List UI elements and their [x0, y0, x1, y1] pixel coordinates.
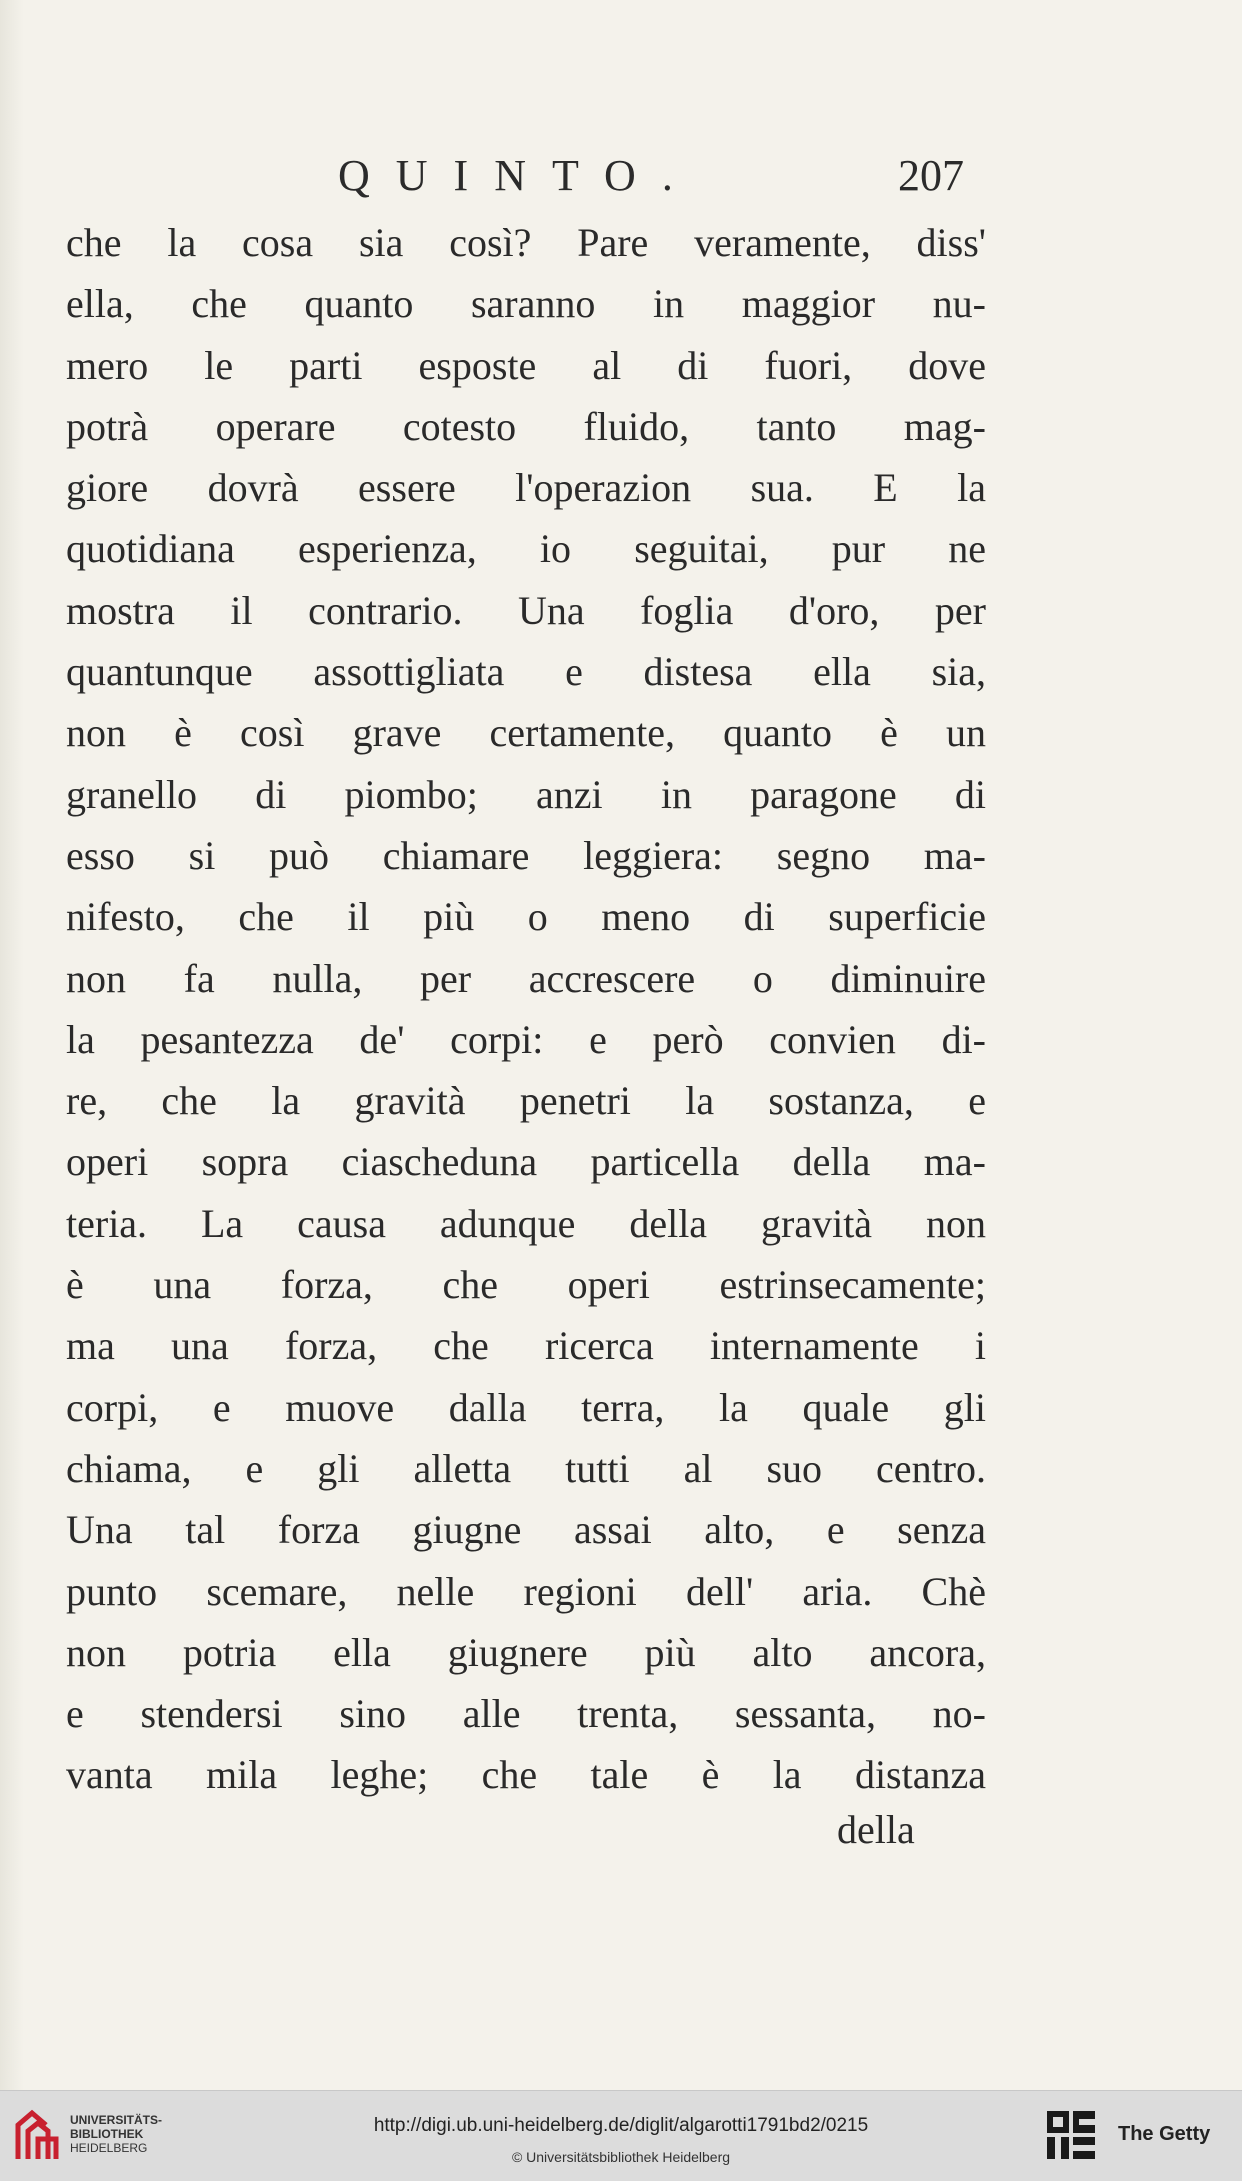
text-line: re, che la gravità penetri la sostanza, e	[66, 1078, 986, 1124]
text-line: è una forza, che operi estrinsecamente;	[66, 1262, 986, 1308]
text-line: quotidiana esperienza, io seguitai, pur ne	[66, 526, 986, 572]
library-name-line: BIBLIOTHEK	[70, 2127, 144, 2141]
text-line: non potria ella giugnere più alto ancora,	[66, 1629, 986, 1675]
permalink-url[interactable]: http://digi.ub.uni-heidelberg.de/diglit/algarotti1791bd2/0215	[373, 2115, 869, 2136]
text-line: nifesto, che il più o meno di superficie	[66, 894, 986, 940]
text-line: Una tal forza giugne assai alto, e senza	[66, 1507, 986, 1553]
text-line: granello di piombo; anzi in paragone di	[66, 771, 986, 817]
text-line: chiama, e gli alletta tutti al suo centro.	[66, 1445, 986, 1491]
getty-logo-icon[interactable]	[1045, 2109, 1097, 2165]
page-edge-shadow	[0, 0, 24, 2090]
text-line: teria. La causa adunque della gravità non	[66, 1200, 986, 1246]
page-number: 207	[898, 151, 964, 200]
text-line: ma una forza, che ricerca internamente i	[66, 1323, 986, 1369]
copyright-notice: © Universitätsbibliothek Heidelberg	[511, 2149, 731, 2165]
text-line: la pesantezza de' corpi: e però convien di-	[66, 1016, 986, 1062]
text-line: non fa nulla, per accrescere o diminuire	[66, 955, 986, 1001]
text-line: vanta mila leghe; che tale è la distanza	[66, 1752, 986, 1798]
text-line: che la cosa sia così? Pare veramente, diss'	[66, 220, 986, 265]
text-line: punto scemare, nelle regioni dell' aria. Chè	[66, 1568, 986, 1614]
text-line: non è così grave certamente, quanto è un	[66, 710, 986, 756]
text-line: ella, che quanto saranno in maggior nu-	[66, 281, 986, 327]
text-line: corpi, e muove dalla terra, la quale gli	[66, 1384, 986, 1430]
text-line: operi sopra ciascheduna particella della ma-	[66, 1139, 986, 1185]
footer-bar	[0, 2090, 1242, 2181]
text-line: mostra il contrario. Una foglia d'oro, per	[66, 587, 986, 633]
text-line: e stendersi sino alle trenta, sessanta, no-	[66, 1691, 986, 1737]
running-head	[0, 150, 1242, 210]
text-line: quantunque assottigliata e distesa ella sia,	[66, 649, 986, 695]
text-line: potrà operare cotesto fluido, tanto mag-	[66, 403, 986, 449]
catchword: della	[837, 1807, 915, 1852]
body-text	[66, 212, 986, 1806]
running-title: QUINTO.	[338, 151, 699, 200]
library-name-line: HEIDELBERG	[70, 2141, 148, 2155]
partner-name: The Getty	[1118, 2123, 1211, 2145]
text-line: mero le parti esposte al di fuori, dove	[66, 342, 986, 388]
library-name-line: UNIVERSITÄTS-	[70, 2113, 163, 2127]
text-line: esso si può chiamare leggiera: segno ma-	[66, 832, 986, 878]
text-line: giore dovrà essere l'operazion sua. E la	[66, 465, 986, 511]
